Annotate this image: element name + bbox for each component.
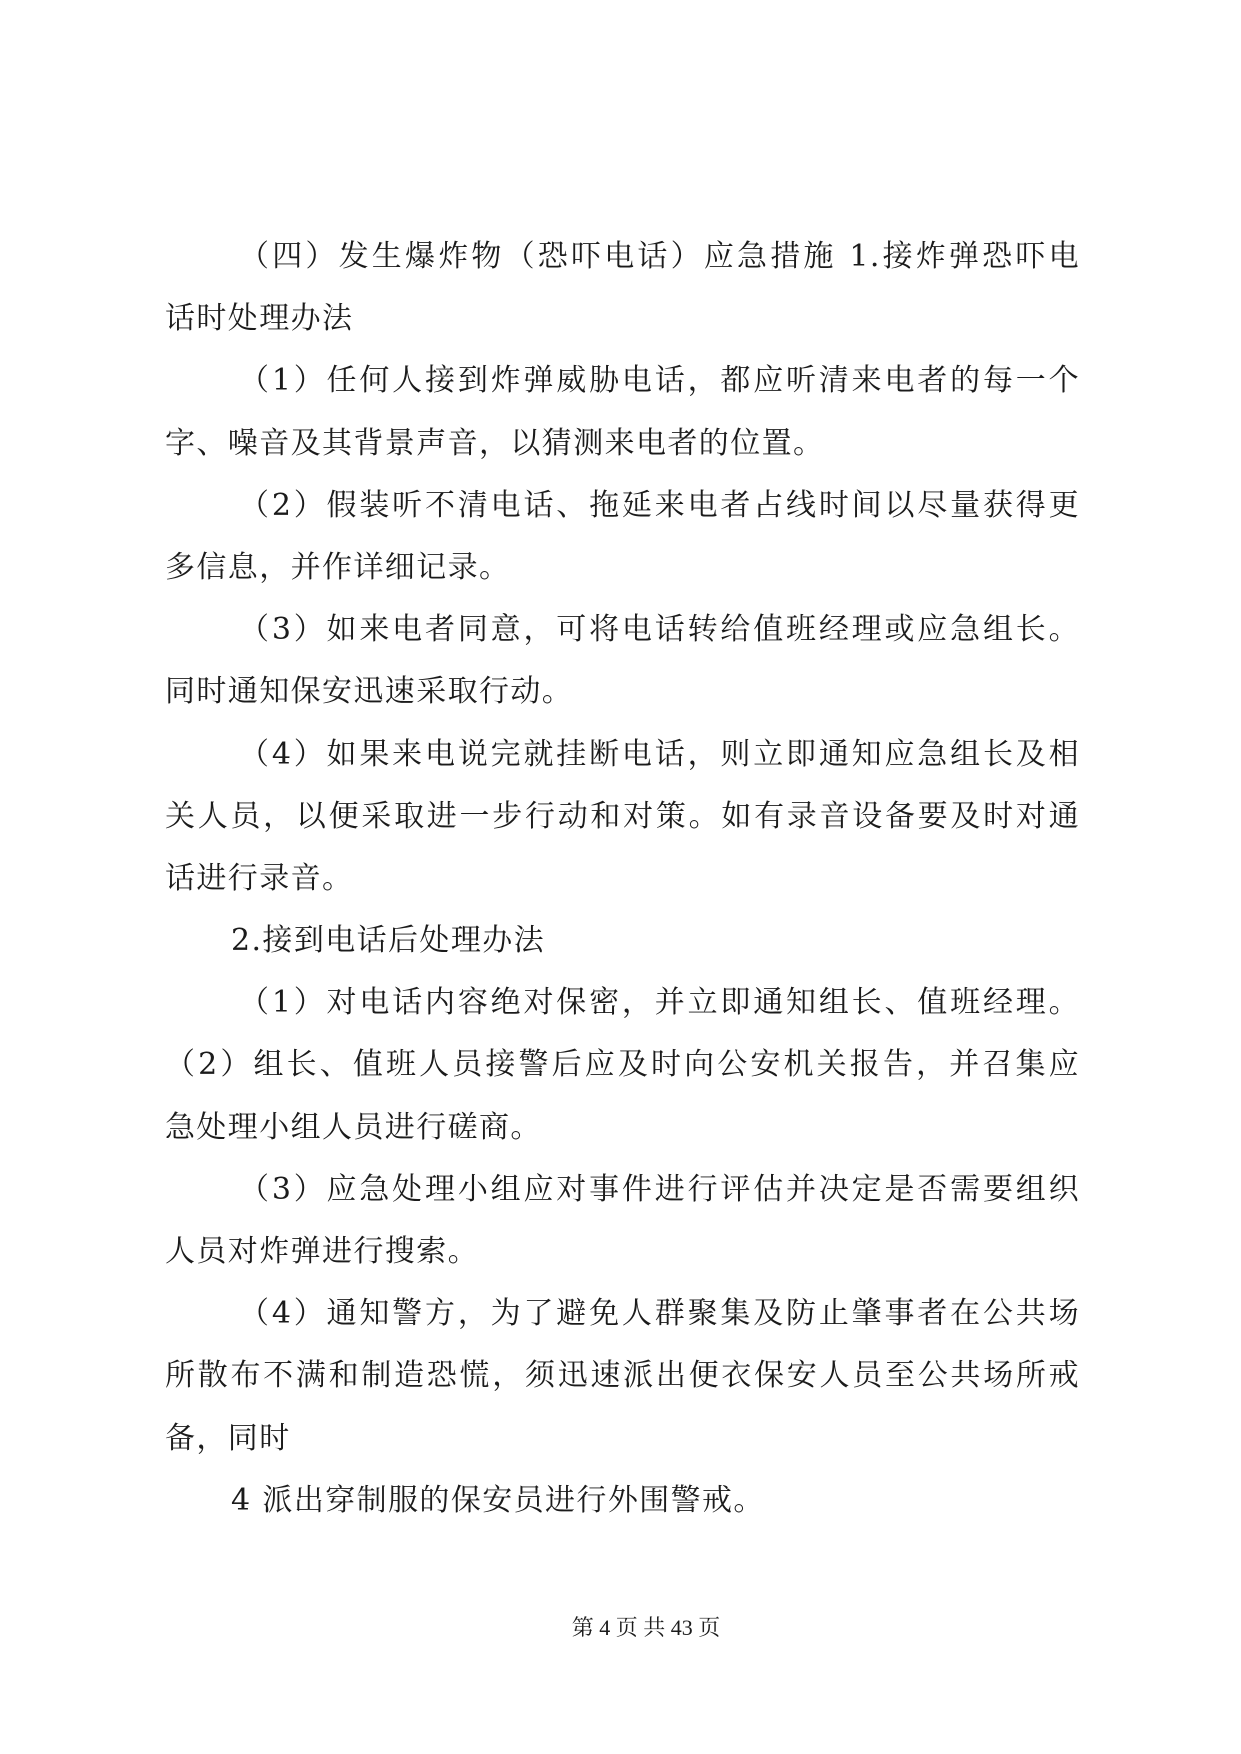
paragraph-section-2-heading: [165, 910, 1080, 972]
paragraph-line: 人员对炸弹进行搜索。: [165, 1234, 479, 1269]
paragraph-line: （四）发生爆炸物（恐吓电话）应急措施 1.接炸弹恐吓电: [239, 239, 1080, 274]
paragraph-line: 所散布不满和制造恐慌，须迅速派出便衣保安人员至公共场所戒: [165, 1358, 1080, 1394]
paragraph-item-4: [165, 724, 1080, 911]
paragraph-line: 多信息，并作详细记录。: [165, 549, 511, 585]
paragraph-line: （3）应急处理小组应对事件进行评估并决定是否需要组织: [239, 1171, 1080, 1207]
paragraph-line: 关人员，以便采取进一步行动和对策。如有录音设备要及时对通: [165, 798, 1080, 834]
paragraph-section-2-item-4: [165, 1283, 1080, 1470]
paragraph-line: 急处理小组人员进行磋商。: [165, 1109, 542, 1145]
page-number-footer: 第 4 页 共 43 页: [571, 1615, 721, 1640]
paragraph-line: 话时处理办法: [165, 301, 354, 337]
paragraph-bomb-threat-heading: [165, 226, 1080, 350]
paragraph-line: （1）对电话内容绝对保密，并立即通知组长、值班经理。: [239, 985, 1080, 1021]
paragraph-line: （2）组长、值班人员接警后应及时向公安机关报告，并召集应: [165, 1047, 1080, 1083]
paragraph-line: 备，同时: [165, 1420, 291, 1456]
paragraph-line: 话进行录音。: [165, 860, 354, 896]
paragraph-line: 字、噪音及其背景声音，以猜测来电者的位置。: [165, 425, 825, 461]
paragraph-section-2-item-3: [165, 1159, 1080, 1283]
paragraph-line: （3）如来电者同意，可将电话转给值班经理或应急组长。: [239, 612, 1080, 648]
paragraph-item-3: [165, 599, 1080, 723]
paragraph-line: 同时通知保安迅速采取行动。: [165, 674, 574, 710]
paragraph-line: （4）如果来电说完就挂断电话，则立即通知应急组长及相: [239, 736, 1080, 772]
paragraph-line: （2）假装听不清电话、拖延来电者占线时间以尽量获得更: [239, 487, 1080, 523]
paragraph-line: 4 派出穿制服的保安员进行外围警戒。: [231, 1482, 765, 1518]
paragraph-uniformed-guards: [165, 1470, 1080, 1532]
paragraph-item-1: [165, 350, 1080, 474]
paragraph-line: （1）任何人接到炸弹威胁电话，都应听清来电者的每一个: [239, 363, 1080, 399]
paragraph-line: 2.接到电话后处理办法: [231, 923, 546, 959]
paragraph-section-2-items-1-2: [165, 972, 1080, 1159]
paragraph-item-2: [165, 475, 1080, 599]
paragraph-line: （4）通知警方，为了避免人群聚集及防止肇事者在公共场: [239, 1296, 1080, 1332]
document-body: [165, 226, 1080, 1532]
